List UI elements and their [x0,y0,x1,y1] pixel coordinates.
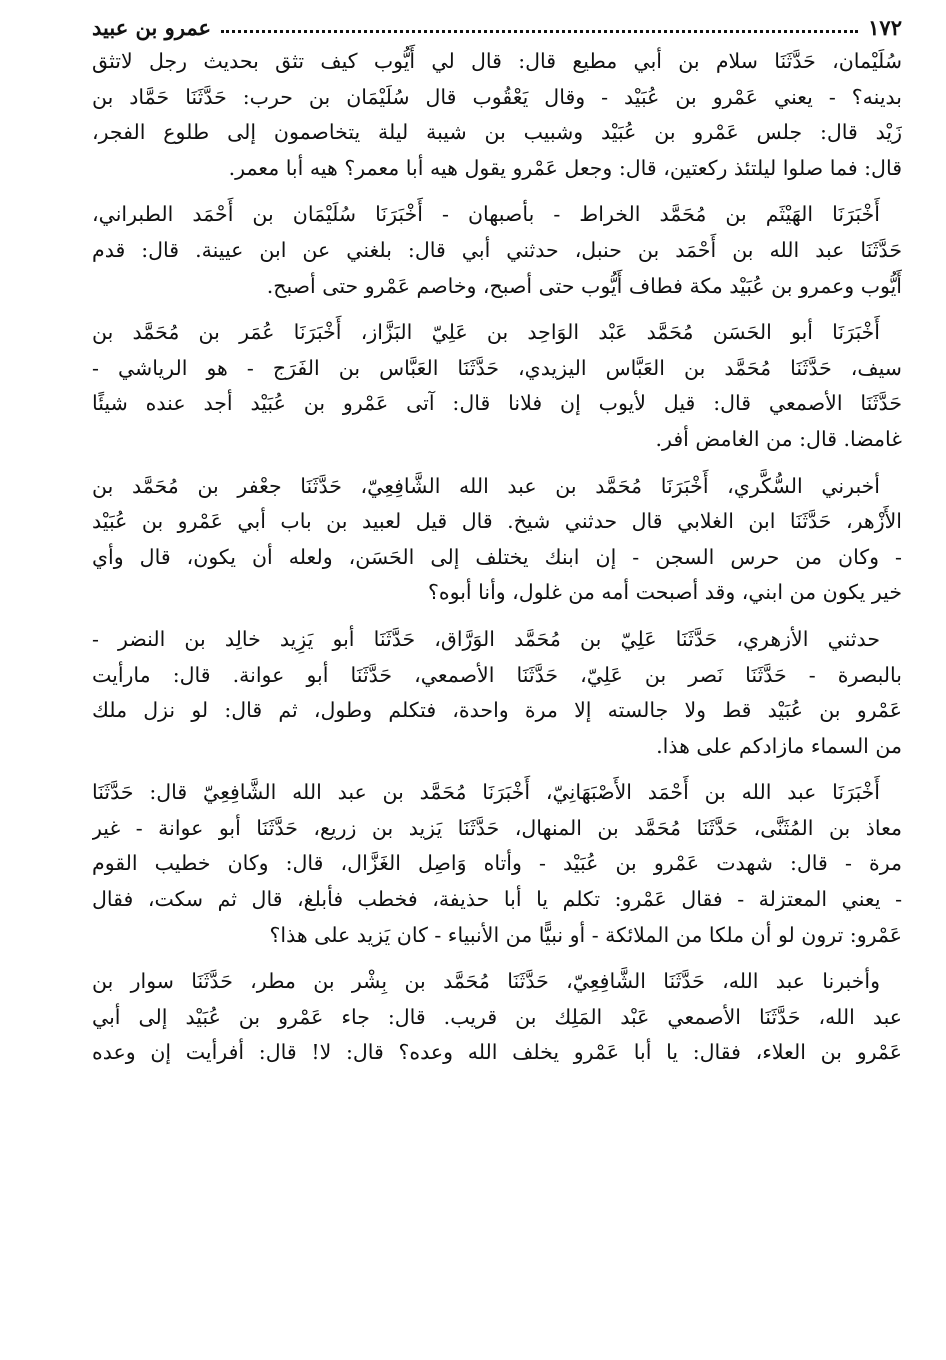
text-line: - يعني المعتزلة - فقال عَمْرو: تكلم يا أبا حذيفة، فخطب فأبلغ، قال ثم سكت، فقال [92,887,902,912]
text-line: غامضا. قال: من الغامض أفر. [655,426,902,451]
text-line: زَيْد قال: جلس عَمْرو بن عُبَيْد وشبيب بن شيبة ليلة يتخاصمون إلى طلوع الفجر، [92,120,902,145]
page-header [92,6,902,40]
text-line: حدثني الأزهري، حَدَّثَنَا عَلِيّ بن مُحَمَّد الوَرَّاق، حَدَّثَنَا أبو يَزِيد خالِد بن النضر - [92,626,880,651]
paragraph [92,315,902,457]
dotted-leader [221,30,858,33]
text-line: عَمْرو بن عُبَيْد قط ولا جالسته إلا مرة واحدة، فتكلم وطول، ثم قال: لو نزل ملك [92,698,902,723]
paragraph [92,469,902,611]
text-line: سيف، حَدَّثَنَا مُحَمَّد بن العَبَّاس اليزيدي، حَدَّثَنَا العَبَّاس بن الفَرَج - هو الرياشي - [92,355,902,380]
text-line: أخبرني السُّكَّري، أَخْبَرَنَا مُحَمَّد بن عبد الله الشَّافِعِيّ، حَدَّثَنَا جعْفر بن مُحَمَّد بن [92,473,880,498]
page-body [92,44,902,1071]
text-line: بالبصرة - حَدَّثَنَا نَصر بن عَلِيّ، حَدَّثَنَا الأصمعي، حَدَّثَنَا أبو عوانة. قال: مارأيت [92,662,902,687]
text-line: - وكان من حرس السجن - إن ابنك يختلف إلى الحَسَن، ولعله أن يكون، قال وأي [92,544,902,569]
text-line: أَيُّوب وعمرو بن عُبَيْد مكة فطاف أَيُّوب حتى أصبح، وخاصم عَمْرو حتى أصبح. [266,273,902,298]
text-line: الأَزْهر، حَدَّثَنَا ابن الغلابي قال حدثني شيخ. قال قيل لعبيد بن باب أبي عَمْرو بن عُبَيْد [92,509,902,534]
text-line: عَمْرو: ترون لو أن ملكا من الملائكة - أو نبيًّا من الأنبياء - كان يَزيد على هذا؟ [269,922,902,947]
text-line: خير يكون من ابني، وقد أصبحت أمه من غلول، وأنا أبوه؟ [427,580,902,605]
text-line: معاذ بن المُثَنَّى، حَدَّثَنَا مُحَمَّد بن المنهال، حَدَّثَنَا يَزيد بن زريع، حَدَّثَنَا أبو عوانة - غير [92,815,902,840]
text-line: مرة - قال: شهدت عَمْرو بن عُبَيْد - وأتاه وَاصِل الغَزَّال، قال: وكان خطيب القوم [92,851,902,876]
text-line: أَخْبَرَنَا أبو الحَسَن مُحَمَّد عَبْد الوَاحِد بن عَلِيّ البَزَّاز، أَخْبَرَنَا عُمَر بن مُحَمَّد بن [92,320,880,345]
text-line: حَدَّثَنَا عبد الله بن أَحْمَد بن حنبل، حدثني أبي قال: بلغني عن ابن عيينة. قال: قدم [92,237,902,262]
page-number: ١٧٢ [868,15,902,40]
text-line: عَمْرو بن العلاء، فقال: يا أبا عَمْرو يخلف الله وعده؟ قال: لا! قال: أفرأيت إن وعده [92,1040,902,1065]
running-title: عمرو بن عبيد [92,15,212,40]
text-line: عبد الله، حَدَّثَنَا الأصمعي عَبْد المَلِك بن قريب. قال: جاء عَمْرو بن عُبَيْد إلى أبي [92,1004,902,1029]
paragraph [92,44,902,186]
text-line: وأخبرنا عبد الله، حَدَّثَنَا الشَّافِعِيّ، حَدَّثَنَا مُحَمَّد بن بِشْر بن مطر، حَدَّثَنَا سوار بن [92,969,880,994]
text-line: أَخْبَرَنَا الهَيْثَم بن مُحَمَّد الخراط - بأصبهان - أَخْبَرَنَا سُلَيْمَان بن أَحْمَد الطبراني، [92,202,880,227]
text-line: أَخْبَرَنَا عبد الله بن أَحْمَد الأَصْبَهَانِيّ، أَخْبَرَنَا مُحَمَّد بن عبد الله الشَّافِعِيّ قال: حَدَّثَنَا [92,780,880,805]
text-line: من السماء مازادكم على هذا. [656,733,902,758]
text-line: سُلَيْمان، حَدَّثَنَا سلام بن أبي مطيع قال: قال لي أَيُّوب كيف تثق بحديث رجل لاتثق [92,49,902,73]
paragraph [92,775,902,953]
paragraph [92,197,902,304]
text-line: بدينه؟ - يعني عَمْرو بن عُبَيْد - وقال يَعْقُوب قال سُلَيْمَان بن حرب: حَدَّثَنَا حَمَّاد بن [92,84,902,109]
paragraph [92,622,902,764]
text-line: قال: فما صلوا ليلتئذ ركعتين، قال: وجعل عَمْرو يقول هيه أبا معمر؟ هيه أبا معمر. [228,155,902,180]
text-line: حَدَّثَنَا الأصمعي قال: قيل لأيوب إن فلانا قال: آتى عَمْرو بن عُبَيْد أجد عنده شيئًا [92,391,902,416]
paragraph [92,964,902,1071]
